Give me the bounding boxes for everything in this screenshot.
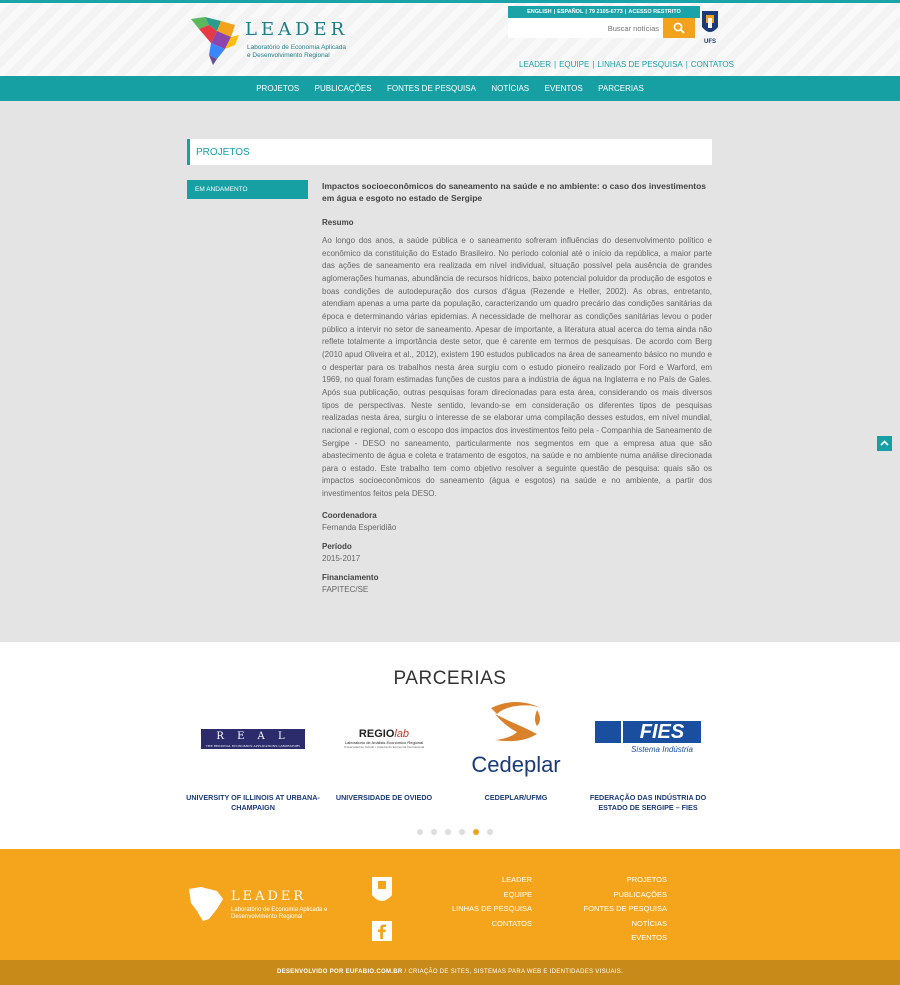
footer-link-linhas[interactable]: LINHAS DE PESQUISA bbox=[451, 904, 532, 914]
nav-publicacoes[interactable]: PUBLICAÇÕES bbox=[314, 84, 372, 93]
back-to-top-button[interactable] bbox=[877, 436, 892, 451]
footer-credits bbox=[0, 960, 900, 985]
project-title: Impactos socioeconômicos do saneamento na saúde e no ambiente: o caso dos investimentos em água e esgoto no estado de Sergipe bbox=[322, 181, 707, 203]
secondary-nav: LEADER | EQUIPE | LINHAS DE PESQUISA | CONTATOS bbox=[519, 60, 734, 69]
secnav-contatos[interactable]: CONTATOS bbox=[690, 60, 734, 69]
real-logo-sub: THE REGIONAL ECONOMICS APPLICATIONS LABORATORY bbox=[205, 744, 301, 748]
cedeplar-logo-text: Cedeplar bbox=[471, 752, 561, 777]
carousel-dot[interactable] bbox=[487, 829, 493, 835]
secnav-equipe[interactable]: EQUIPE bbox=[559, 60, 590, 69]
project-abstract: Ao longo dos anos, a saúde pública e o saneamento sofreram influências do desenvolvimento político e econômico da constituição do Estado Brasileiro. No período colonial até o início da república, a maior parte das ações de saneamento era realizada em nível individual, situação possível pela ausência de grandes aglomerações humanas, abundância de recursos hídricos, baixo potencial poluidor da produção de esgotos e boas condições de autodepuração dos cursos d'água (Rezende e Heller, 2002). As obras, entretanto, atendiam apenas a uma parte da população, caracterizando um quadro precário das condições sanitárias da época e determinando várias epidemias. A necessidade de melhorar as condições sanitárias levou o poder público a intervir no setor de saneamento. Apesar de importante, a literatura atual acerca do tema ainda não reflete totalmente a importância deste setor, que é carente em termos de pesquisas. De acordo com Berg (2010 apud Oliveira et al., 2012), existem 190 estudos publicados na área de saneamento básico no mundo e o despertar para os trabalhos nesta área surgiu com o estudo pioneiro realizado por Ford e Warford, em 1969, no qual foram estimadas funções de custos para a indústria de água na Inglaterra e no País de Gales. Após sua publicação, outras pesquisas foram direcionadas para esta área, considerando os mais diversos tipos de perspectivas. Neste sentido, levando-se em consideração os diferentes tipos de pesquisas realizadas nesta área, surgiu o interesse de se elaborar uma compilação desses estudos, em nível mundial, nacional e regional, com o escopo dos impactos dos investimentos feito pela - Companhia de Saneamento de Sergipe - DESO no saneamento, particularmente nos segmentos em que a empresa atua que são abastecimento de água e coleta e tratamento de esgotos, na saúde e no ambiente numa análise direcionada para o estado. Este trabalho tem como objetivo resolver a seguinte questão de pesquisa: quais são os impactos socioeconômicos do saneamento (água e esgotos) na saúde e no ambiente, a partir dos investimentos feitos pela DESO. bbox=[322, 236, 712, 499]
regiolab-logo-text: REGIO bbox=[358, 728, 395, 740]
search-button[interactable] bbox=[663, 18, 695, 38]
logo-subtitle: Laboratório de Economia Aplicada e Desenvolvimento Regional bbox=[247, 44, 347, 59]
resumo-label: Resumo bbox=[322, 218, 354, 227]
search-icon bbox=[673, 22, 685, 34]
fies-logo-sub: Sistema Indústria bbox=[631, 745, 693, 754]
carousel-dot[interactable] bbox=[417, 829, 423, 835]
partner-card-oviedo[interactable] bbox=[314, 700, 454, 802]
top-link-english[interactable]: ENGLISH bbox=[527, 9, 552, 15]
footer-links-col2 bbox=[567, 873, 667, 946]
footer-brazil-map-icon bbox=[187, 885, 227, 923]
carousel-dot[interactable] bbox=[431, 829, 437, 835]
partner-card-fies[interactable] bbox=[578, 700, 718, 812]
partner-logo-cedeplar bbox=[446, 700, 586, 782]
footer-link-publicacoes[interactable]: PUBLICAÇÕES bbox=[613, 889, 667, 899]
section-title-box bbox=[187, 139, 712, 165]
facebook-icon[interactable] bbox=[372, 921, 392, 941]
regiolab-logo-lab: lab bbox=[394, 728, 410, 740]
footer-link-projetos[interactable]: PROJETOS bbox=[626, 875, 667, 884]
partner-logo-regiolab bbox=[314, 700, 454, 782]
carousel-dot[interactable] bbox=[445, 829, 451, 835]
partner-name-illinois: UNIVERSITY OF ILLINOIS AT URBANA-CHAMPAIGN bbox=[186, 793, 320, 812]
partner-logo-fies bbox=[578, 700, 718, 782]
cedeplar-emblem-icon bbox=[481, 700, 551, 746]
footer-logo-subtitle: Laboratório de Economia Aplicada e Desenvolvimento Regional bbox=[231, 907, 328, 920]
footer-link-noticias[interactable]: NOTÍCIAS bbox=[631, 918, 667, 928]
secnav-leader[interactable]: LEADER bbox=[519, 60, 552, 69]
brazil-map-icon bbox=[187, 15, 243, 67]
ufs-crest-white-icon bbox=[370, 873, 394, 907]
content-area bbox=[0, 101, 900, 642]
nav-eventos[interactable]: EVENTOS bbox=[544, 84, 583, 93]
carousel-dot[interactable] bbox=[459, 829, 465, 835]
top-link-espanol[interactable]: ESPAÑOL bbox=[557, 9, 584, 15]
top-links-bar: ENGLISH | ESPAÑOL | 79 2105-6773 | ACESSO RESTRITO bbox=[508, 6, 700, 18]
chevron-up-icon bbox=[880, 440, 889, 446]
fies-logo-text: FIES bbox=[623, 721, 701, 743]
top-link-restricted[interactable]: ACESSO RESTRITO bbox=[628, 9, 681, 15]
secnav-linhas[interactable]: LINHAS DE PESQUISA bbox=[597, 60, 683, 69]
fies-mark-icon bbox=[595, 721, 621, 743]
partner-logo-real bbox=[183, 700, 323, 782]
footer-link-fontes[interactable]: FONTES DE PESQUISA bbox=[583, 904, 667, 914]
sidebar-item-em-andamento[interactable]: EM ANDAMENTO bbox=[187, 180, 308, 199]
partners-title: PARCERIAS bbox=[393, 668, 507, 689]
real-logo-text: R E A L bbox=[216, 731, 290, 742]
main-nav bbox=[0, 76, 900, 101]
partner-card-illinois[interactable] bbox=[183, 700, 323, 812]
regiolab-logo-sub: Laboratorio de Análisis Económico Regional bbox=[344, 740, 424, 745]
site-header bbox=[0, 3, 900, 76]
footer-links-col1 bbox=[432, 873, 532, 931]
credit-link[interactable]: DESENVOLVIDO POR EUFABIO.COM.BR bbox=[276, 969, 403, 975]
coordenadora-label: Coordenadora bbox=[322, 510, 377, 520]
nav-projetos[interactable]: PROJETOS bbox=[256, 84, 300, 93]
partner-name-oviedo: UNIVERSIDADE DE OVIEDO bbox=[335, 793, 433, 802]
partner-name-fies: FEDERAÇÃO DAS INDÚSTRIA DO ESTADO DE SERGIPE – FIES bbox=[589, 793, 707, 812]
footer-logo-wordmark: LEADER bbox=[231, 889, 307, 904]
footer-link-eventos[interactable]: EVENTOS bbox=[631, 933, 667, 943]
nav-parcerias[interactable]: PARCERIAS bbox=[598, 84, 644, 93]
logo-wordmark: LEADER bbox=[245, 19, 349, 40]
nav-fontes[interactable]: FONTES DE PESQUISA bbox=[387, 84, 476, 93]
coordenadora-value: Fernanda Esperidião bbox=[322, 522, 397, 532]
periodo-label: Período bbox=[322, 541, 352, 551]
nav-noticias[interactable]: NOTÍCIAS bbox=[491, 84, 530, 93]
partner-name-cedeplar: CEDEPLAR/UFMG bbox=[484, 793, 548, 802]
footer-link-contatos[interactable]: CONTATOS bbox=[491, 918, 532, 928]
credit-text: / CRIAÇÃO DE SITES, SISTEMAS PARA WEB E IDENTIDADES VISUAIS. bbox=[402, 969, 624, 975]
footer-logo[interactable] bbox=[187, 885, 337, 925]
page-title: PROJETOS bbox=[196, 147, 250, 158]
financiamento-label: Financiamento bbox=[322, 572, 379, 582]
ufs-crest-icon bbox=[700, 9, 720, 39]
partner-card-cedeplar[interactable] bbox=[446, 700, 586, 802]
financiamento-value: FAPITEC/SE bbox=[322, 584, 369, 594]
project-article bbox=[322, 180, 712, 594]
footer-link-equipe[interactable]: EQUIPE bbox=[503, 889, 532, 899]
regiolab-logo-sub2: Universidad de Oviedo • Cátedra de Economía Internacional bbox=[343, 745, 425, 749]
ufs-logo[interactable] bbox=[700, 9, 720, 49]
periodo-value: 2015-2017 bbox=[322, 553, 361, 563]
site-footer bbox=[0, 849, 900, 960]
ufs-label: UFS bbox=[704, 39, 716, 45]
leader-logo[interactable] bbox=[187, 15, 347, 70]
carousel-dots bbox=[417, 822, 501, 840]
carousel-dot-active[interactable] bbox=[473, 829, 479, 835]
footer-link-leader[interactable]: LEADER bbox=[501, 875, 532, 884]
search-input[interactable] bbox=[508, 18, 663, 38]
top-link-phone[interactable]: 79 2105-6773 bbox=[588, 9, 623, 15]
